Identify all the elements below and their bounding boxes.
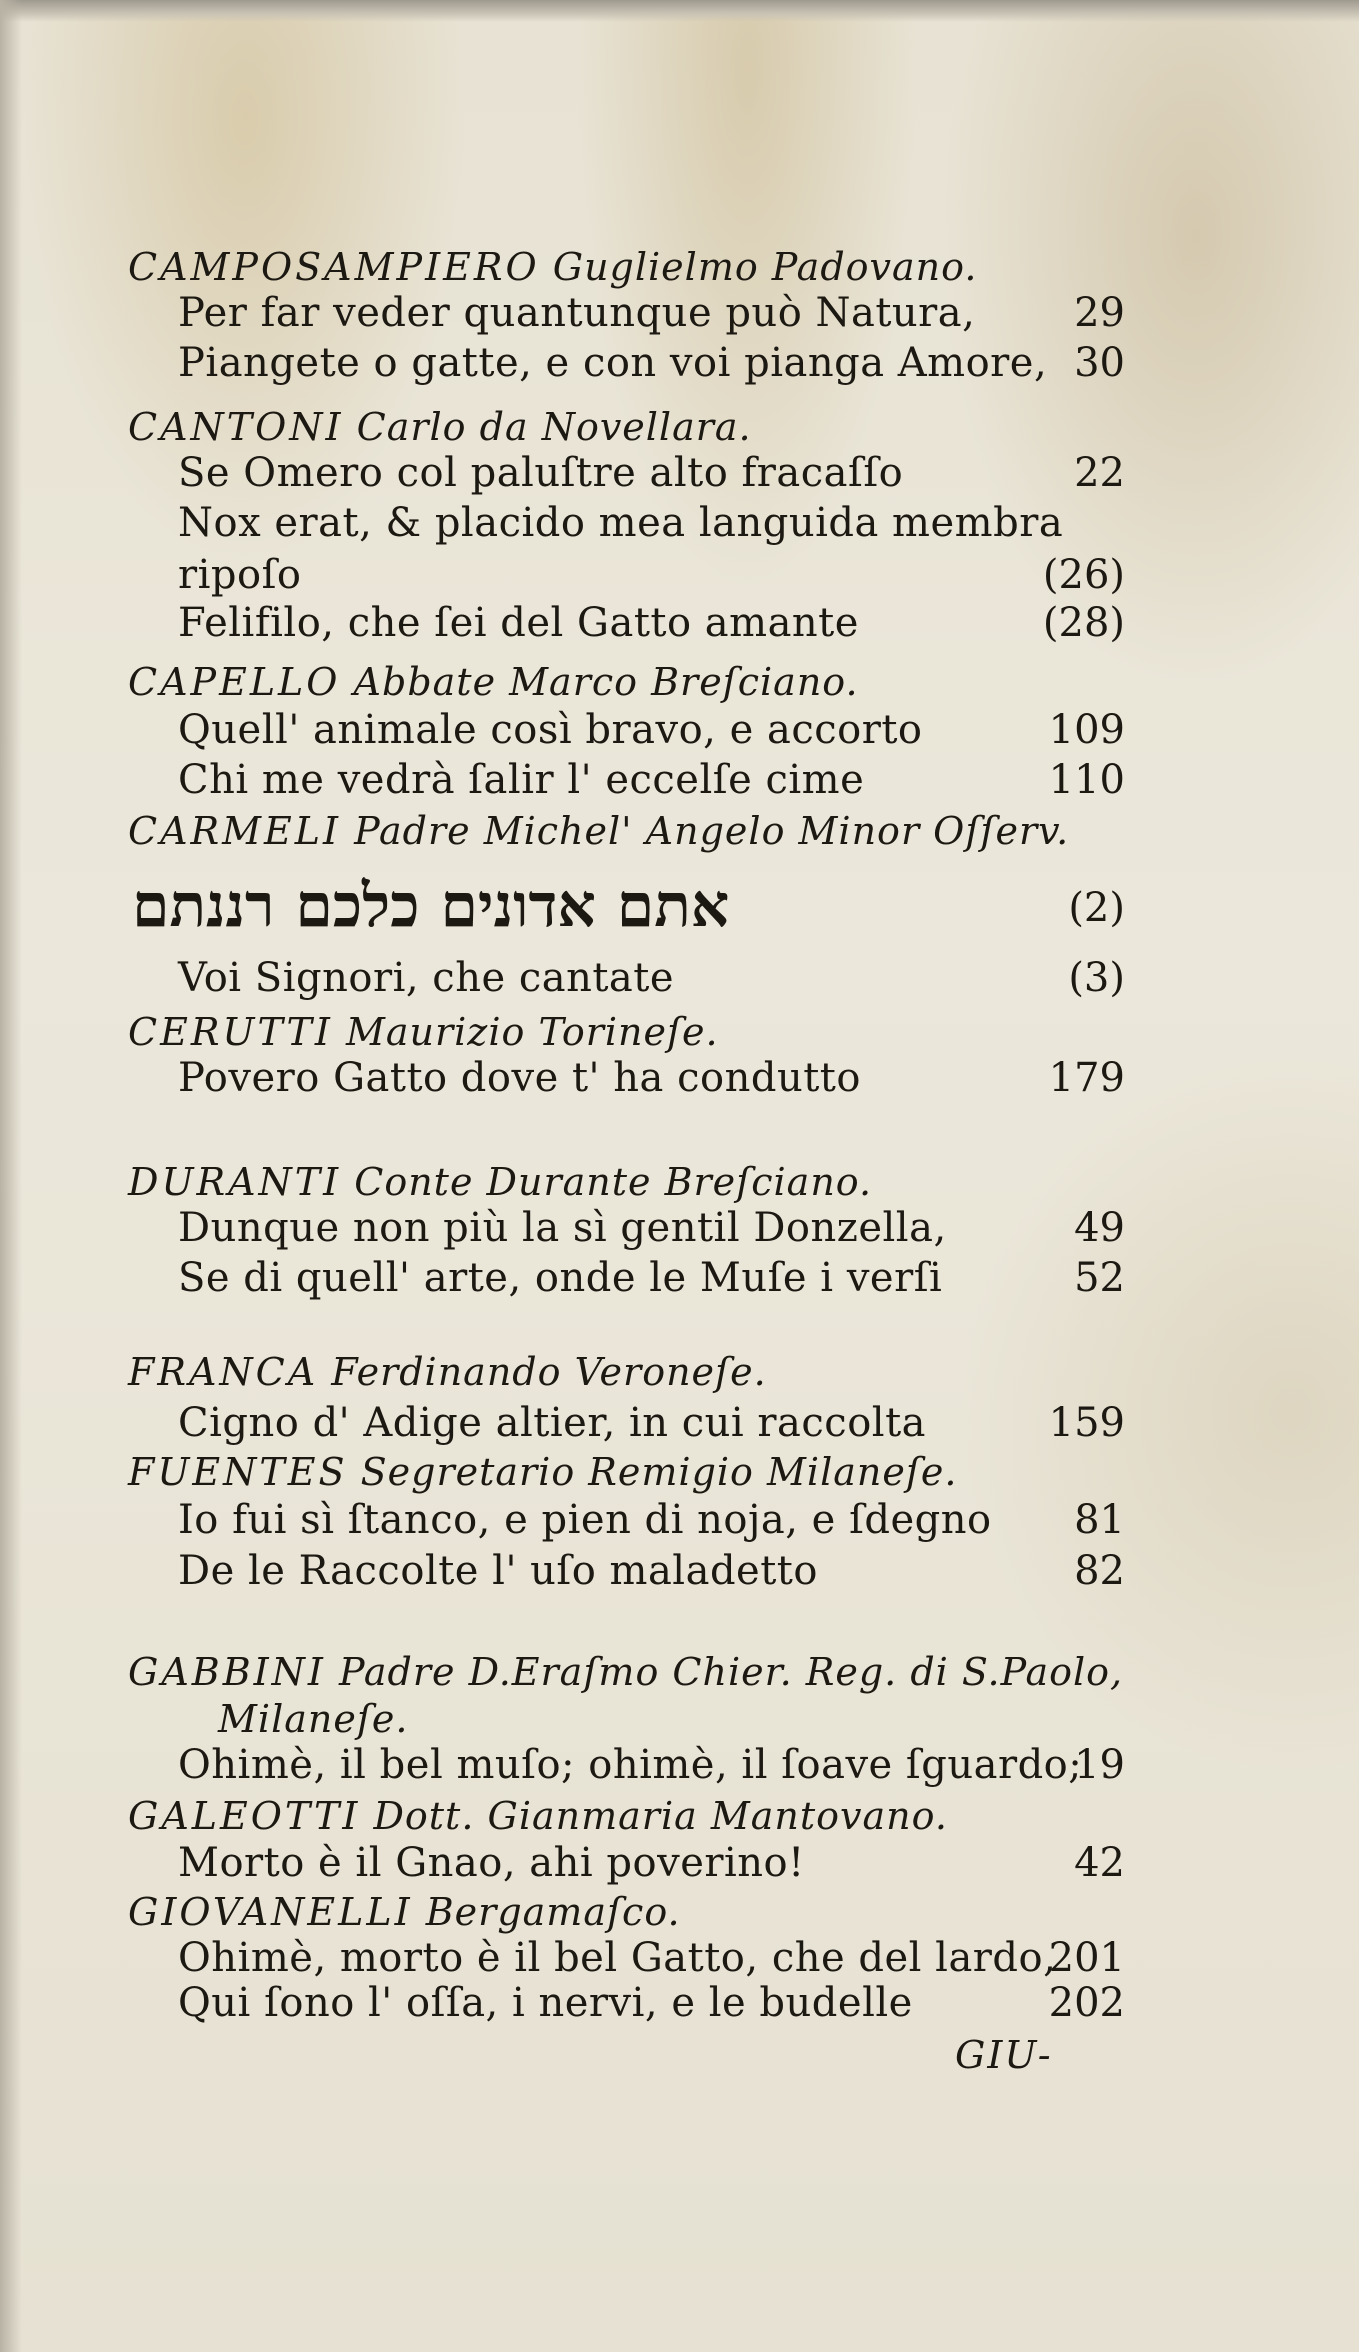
verse-incipit: Qui ſono l' oſſa, i nervi, e le budelle (178, 1980, 913, 2026)
author-heading (128, 809, 1070, 853)
page-left-edge (0, 0, 22, 2352)
author-surname: GABBINI (128, 1650, 326, 1694)
verse-incipit: Povero Gatto dove t' ha condutto (178, 1055, 861, 1101)
author-details: Padre Michel' Angelo Minor Oſſerv. (354, 809, 1070, 853)
verse-incipit: Quell' animale così bravo, e accorto (178, 707, 923, 753)
verse-incipit: Piangete o gatte, e con voi pianga Amore, (178, 340, 1048, 386)
page-number: 110 (1048, 757, 1125, 803)
author-heading (128, 245, 978, 289)
verse-incipit: ripoſo (178, 552, 302, 598)
verse-incipit: Per far veder quantunque può Natura, (178, 290, 976, 336)
author-details: Abbate Marco Breſciano. (353, 660, 859, 704)
author-surname: GIOVANELLI (128, 1890, 413, 1934)
verse-incipit: Se Omero col paluſtre alto fracaſſo (178, 450, 904, 496)
hebrew-incipit: אתם אדונים כלכם רננתם (132, 871, 730, 941)
page-top-edge (0, 0, 1359, 22)
author-details: Ferdinando Veroneſe. (331, 1350, 767, 1394)
author-surname: FRANCA (128, 1350, 319, 1394)
page-number: 109 (1048, 707, 1125, 753)
verse-incipit: Felifilo, che ſei del Gatto amante (178, 600, 859, 646)
page-number: 202 (1048, 1980, 1125, 2026)
author-details: Segretario Remigio Milaneſe. (360, 1450, 958, 1494)
verse-incipit: Io fui sì ſtanco, e pien di noja, e ſdegno (178, 1497, 992, 1543)
page-number: 201 (1048, 1935, 1125, 1981)
page-number: 49 (1074, 1205, 1125, 1251)
author-heading (128, 1650, 1124, 1694)
page-number: 159 (1048, 1400, 1125, 1446)
author-heading (128, 1350, 767, 1394)
verse-incipit: Se di quell' arte, onde le Muſe i verſi (178, 1255, 943, 1301)
author-surname: GALEOTTI (128, 1794, 361, 1838)
verse-incipit: Ohimè, morto è il bel Gatto, che del lardo, (178, 1935, 1057, 1981)
author-details: Guglielmo Padovano. (552, 245, 978, 289)
author-surname: CARMELI (128, 809, 342, 853)
author-details: Dott. Gianmaria Mantovano. (373, 1794, 948, 1838)
page-number: (2) (1068, 885, 1125, 931)
author-heading (128, 1794, 948, 1838)
verse-incipit: Ohimè, il bel muſo; ohimè, il ſoave ſguardo; (178, 1742, 1083, 1788)
author-heading (128, 660, 859, 704)
verse-incipit: Cigno d' Adige altier, in cui raccolta (178, 1400, 927, 1446)
page-number: 19 (1074, 1742, 1125, 1788)
author-surname: DURANTI (128, 1160, 342, 1204)
verse-incipit: Morto è il Gnao, ahi poverino! (178, 1840, 805, 1886)
page-number: (26) (1042, 552, 1125, 598)
author-details: Conte Durante Breſciano. (354, 1160, 873, 1204)
author-heading (128, 1010, 719, 1054)
author-surname: CAPELLO (128, 660, 341, 704)
author-surname: CANTONI (128, 405, 344, 449)
page-number: 82 (1074, 1548, 1125, 1594)
author-surname: CAMPOSAMPIERO (128, 245, 540, 289)
verse-incipit: Chi me vedrà ſalir l' eccelſe cime (178, 757, 865, 803)
author-details-continued: Milaneſe. (218, 1697, 409, 1741)
author-heading (128, 1890, 681, 1934)
author-heading (128, 405, 752, 449)
author-heading (128, 1450, 958, 1494)
author-details: Maurizio Torineſe. (345, 1010, 719, 1054)
author-surname: FUENTES (128, 1450, 348, 1494)
page-number: (3) (1068, 955, 1125, 1001)
verse-incipit: De le Raccolte l' uſo maladetto (178, 1548, 818, 1594)
verse-incipit: Voi Signori, che cantate (178, 955, 675, 1001)
author-details: Bergamaſco. (425, 1890, 681, 1934)
page-number: 52 (1074, 1255, 1125, 1301)
page-number: 22 (1074, 450, 1125, 496)
author-heading (128, 1160, 873, 1204)
author-details: Padre D.Eraſmo Chier. Reg. di S.Paolo, (339, 1650, 1124, 1694)
page-number: 30 (1074, 340, 1125, 386)
page-number: (28) (1042, 600, 1125, 646)
page-number: 81 (1074, 1497, 1125, 1543)
verse-incipit: Dunque non più la sì gentil Donzella, (178, 1205, 947, 1251)
page-number: 179 (1048, 1055, 1125, 1101)
page-number: 29 (1074, 290, 1125, 336)
author-surname: CERUTTI (128, 1010, 333, 1054)
verse-incipit: Nox erat, & placido mea languida membra (178, 500, 1064, 546)
catchword: GIU- (955, 2033, 1053, 2077)
page-number: 42 (1074, 1840, 1125, 1886)
author-details: Carlo da Novellara. (356, 405, 752, 449)
